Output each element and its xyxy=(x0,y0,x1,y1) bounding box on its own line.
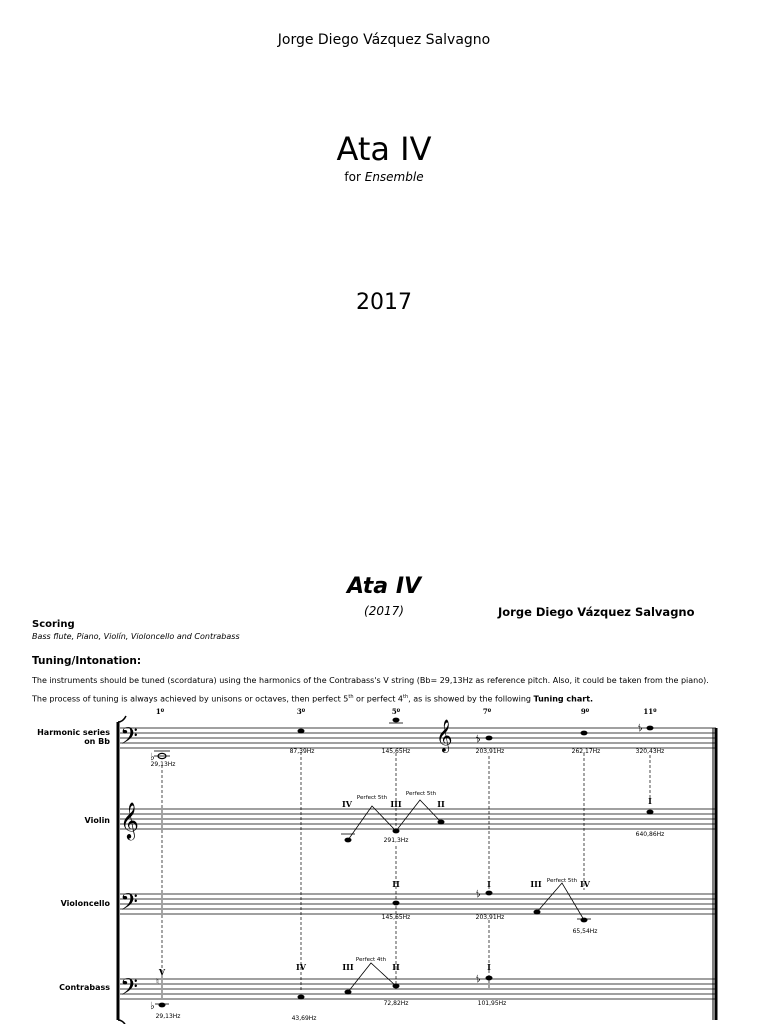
scoring-text: Bass flute, Piano, Violín, Violoncello and Contrabass xyxy=(32,632,240,641)
half-flat-icon: 𝄳 xyxy=(476,735,481,745)
treble-clef-harmonic: 𝄞 xyxy=(436,719,453,752)
string-numeral: II xyxy=(392,962,400,972)
note-head xyxy=(298,995,305,1000)
tuning-text-a: The process of tuning is always achieved by unisons or octaves, then perfect 5 xyxy=(32,694,349,704)
label-bass: Contrabass xyxy=(59,983,110,992)
string-numeral: IV xyxy=(296,962,306,972)
string-numeral: II xyxy=(392,879,400,889)
frequency-label: 291,3Hz xyxy=(383,837,409,844)
tuning-guide-lines xyxy=(162,752,650,1000)
natural-icon: ♮ xyxy=(156,977,159,986)
string-numeral: II xyxy=(437,799,445,809)
note-head xyxy=(486,736,493,741)
treble-clef-violin: 𝄞 xyxy=(120,801,139,839)
half-flat-icon: 𝄳 xyxy=(476,975,481,985)
tuning-text-b: or perfect 4 xyxy=(353,694,403,704)
subtitle-prefix: for xyxy=(344,170,365,184)
frequency-label: 29,13Hz xyxy=(150,761,176,768)
string-numeral: I xyxy=(487,879,491,889)
cover-subtitle xyxy=(0,170,768,184)
frequency-label: 145,65Hz xyxy=(381,914,411,921)
note-head xyxy=(581,731,588,736)
harmonic-number: 11º xyxy=(643,707,657,716)
frequency-label: 43,69Hz xyxy=(291,1015,317,1022)
note-head xyxy=(393,718,400,723)
interval-label: Perfect 4th xyxy=(355,957,387,963)
harmonic-number: 3º xyxy=(296,707,306,716)
half-flat-icon: 𝄳 xyxy=(476,890,481,900)
note-head xyxy=(486,891,493,896)
note-head xyxy=(647,726,654,731)
harmonic-number: 7º xyxy=(482,707,492,716)
half-flat-icon: 𝄳 xyxy=(638,724,643,734)
bass-clef-bass: 𝄢 xyxy=(120,973,139,1006)
tuning-heading: Tuning/Intonation: xyxy=(32,655,142,667)
tuning-chart xyxy=(0,700,768,1024)
note-head xyxy=(298,729,305,734)
staff-cello xyxy=(120,894,716,914)
frequency-label: 203,91Hz xyxy=(475,748,505,755)
flat-icon: ♭ xyxy=(150,1001,155,1012)
string-numeral: III xyxy=(390,799,402,809)
system-bracket xyxy=(118,716,716,1024)
note-head xyxy=(393,901,400,906)
note-head xyxy=(486,976,493,981)
note-heads xyxy=(150,718,654,1012)
flat-icon: ♭ xyxy=(150,752,155,763)
frequency-label: 262,17Hz xyxy=(571,748,601,755)
score-title: Ata IV xyxy=(346,574,422,599)
note-head xyxy=(647,810,654,815)
tuning-chart-ref: Tuning chart. xyxy=(533,694,594,704)
tuning-line-1: The instruments should be tuned (scordatura) using the harmonics of the Contrabass's V string (Bb= 29,13Hz as reference pitch. Also, it could be taken from the piano). xyxy=(32,676,709,685)
frequency-label: 101,95Hz xyxy=(477,1000,507,1007)
bass-clef-harmonic: 𝄢 xyxy=(120,722,139,755)
harmonic-number: 9º xyxy=(580,707,590,716)
string-numeral: III xyxy=(342,962,354,972)
staff-violin xyxy=(120,809,716,829)
harmonic-number: 1º xyxy=(155,707,165,716)
frequency-label: 72,82Hz xyxy=(383,1000,409,1007)
staff-harmonic xyxy=(120,728,716,748)
string-numeral: I xyxy=(648,796,652,806)
interval-label: Perfect 5th xyxy=(356,795,388,801)
string-numeral: IV xyxy=(342,799,352,809)
string-numeral: V xyxy=(158,967,166,977)
frequency-label: 145,65Hz xyxy=(381,748,411,755)
scoring-heading: Scoring xyxy=(32,619,75,630)
cover-composer: Jorge Diego Vázquez Salvagno xyxy=(277,32,491,48)
tuning-text-c: , as is showed by the following xyxy=(408,694,534,704)
cover-title: Ata IV xyxy=(336,130,432,168)
note-head xyxy=(159,1003,166,1008)
score-composer: Jorge Diego Vázquez Salvagno xyxy=(498,605,695,619)
interval-label: Perfect 5th xyxy=(405,791,437,797)
frequency-label: 65,54Hz xyxy=(572,928,598,935)
frequency-label: 320,43Hz xyxy=(635,748,665,755)
frequency-label: 29,13Hz xyxy=(155,1013,181,1020)
string-numeral: I xyxy=(487,962,491,972)
frequency-label: 640,86Hz xyxy=(635,831,665,838)
frequency-label: 87,39Hz xyxy=(289,748,315,755)
interval-label: Perfect 5th xyxy=(546,878,578,884)
bass-clef-cello: 𝄢 xyxy=(120,888,139,921)
score-year: (2017) xyxy=(364,604,404,618)
string-numeral: III xyxy=(530,879,542,889)
tuning-sup-2: th xyxy=(402,694,409,700)
label-harmonic-2: on Bb xyxy=(84,737,110,746)
harmonic-number: 5º xyxy=(391,707,401,716)
tuning-sup-1: th xyxy=(348,694,354,700)
string-numeral: IV xyxy=(580,879,590,889)
staff-bass xyxy=(120,979,716,999)
label-harmonic-1: Harmonic series xyxy=(37,728,110,737)
label-cello: Violoncello xyxy=(60,899,110,908)
frequency-label: 203,91Hz xyxy=(475,914,505,921)
label-violin: Violin xyxy=(84,816,110,825)
subtitle-ensemble: Ensemble xyxy=(364,170,424,184)
cover-year: 2017 xyxy=(356,290,412,315)
